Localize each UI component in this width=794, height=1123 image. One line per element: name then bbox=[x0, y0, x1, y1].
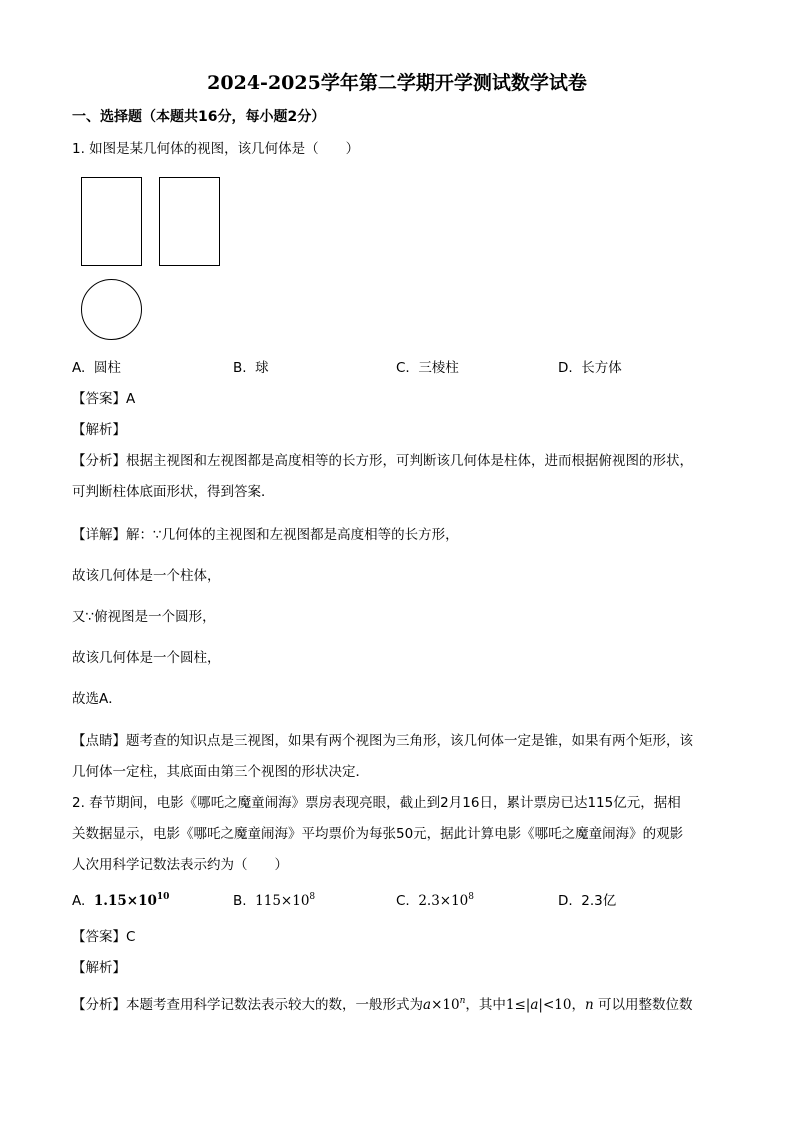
cond-abs: a bbox=[530, 997, 539, 1013]
option-letter: D. bbox=[558, 893, 573, 909]
fenxi-tag: 【分析】 bbox=[72, 453, 126, 469]
option-text: 2.3亿 bbox=[581, 893, 617, 909]
q1-xiangjie-line2: 故该几何体是一个柱体， bbox=[72, 568, 221, 584]
option-letter: C. bbox=[396, 360, 410, 376]
q1-xiangjie-line1 bbox=[72, 526, 459, 544]
q1-jiexi: 【解析】 bbox=[72, 422, 126, 438]
q2-stem-line1: 2. 春节期间，电影《哪吒之魔童闹海》票房表现亮眼，截止到2月16日，累计票房已达115亿元，据相 bbox=[72, 795, 681, 811]
q1-option-d bbox=[558, 359, 622, 377]
formula-times: ×10 bbox=[431, 997, 460, 1013]
q2-stem-line2: 关数据显示，电影《哪吒之魔童闹海》平均票价为每张50元，据此计算电影《哪吒之魔童闹海》的观影 bbox=[72, 826, 684, 842]
answer-value: A bbox=[126, 391, 136, 407]
q1-option-b bbox=[233, 359, 269, 377]
section-heading: 一、选择题（本题共16分，每小题2分） bbox=[72, 109, 326, 125]
q1-option-a bbox=[72, 359, 121, 377]
q1-dianjing-line2: 几何体一定柱，其底面由第三个视图的形状决定． bbox=[72, 764, 369, 780]
fenxi-mid: ，其中 bbox=[465, 997, 506, 1013]
option-letter: A. bbox=[72, 893, 86, 909]
option-text: 球 bbox=[255, 360, 269, 376]
answer-value: C bbox=[126, 929, 136, 945]
option-base: 2.3×10 bbox=[418, 893, 469, 909]
cond-right: <10 bbox=[542, 997, 572, 1013]
option-text: 三棱柱 bbox=[418, 360, 459, 376]
q2-option-a bbox=[72, 892, 169, 910]
fenxi-end-n: n bbox=[584, 997, 594, 1013]
q2-fenxi-line1: 【分析】本题考查用科学记数法表示较大的数，一般形式为$a\times 10^n$，其中1≤|a|<10，n 可以用整数位数 bbox=[72, 996, 693, 1013]
q2-jiexi: 【解析】 bbox=[72, 960, 126, 976]
answer-tag: 【答案】 bbox=[72, 929, 126, 945]
option-letter: A. bbox=[72, 360, 86, 376]
option-letter: C. bbox=[396, 893, 410, 909]
fenxi-tag: 【分析】 bbox=[72, 997, 126, 1013]
fenxi-text: 根据主视图和左视图都是高度相等的长方形，可判断该几何体是柱体，进而根据俯视图的形状， bbox=[126, 453, 693, 469]
option-letter: B. bbox=[233, 893, 247, 909]
q2-option-b bbox=[233, 892, 315, 910]
xiangjie-tag: 【详解】 bbox=[72, 527, 126, 543]
formula-a: a bbox=[423, 997, 432, 1013]
q2-stem-line3: 人次用科学记数法表示约为（ ） bbox=[72, 857, 288, 873]
q1-xiangjie-line3: 又∵俯视图是一个圆形， bbox=[72, 609, 216, 625]
option-text: 长方体 bbox=[581, 360, 622, 376]
formula-n: n bbox=[459, 996, 466, 1006]
fenxi-end: 可以用整数位数 bbox=[597, 997, 693, 1013]
xiangjie-text: 解：∵几何体的主视图和左视图都是高度相等的长方形， bbox=[126, 527, 459, 543]
page-title: 2024-2025学年第二学期开学测试数学试卷 bbox=[207, 72, 587, 94]
answer-tag: 【答案】 bbox=[72, 391, 126, 407]
q1-answer bbox=[72, 390, 135, 408]
fenxi-text: 本题考查用科学记数法表示较大的数，一般形式为 bbox=[126, 997, 423, 1013]
option-exponent: 10 bbox=[156, 892, 170, 902]
dianjing-text: 题考查的知识点是三视图，如果有两个视图为三角形，该几何体一定是锥，如果有两个矩形，该 bbox=[126, 733, 693, 749]
option-letter: B. bbox=[233, 360, 247, 376]
top-view-circle bbox=[81, 279, 142, 340]
q1-option-c bbox=[396, 359, 459, 377]
q2-option-c bbox=[396, 892, 474, 910]
option-letter: D. bbox=[558, 360, 573, 376]
option-base: 115×10 bbox=[255, 893, 310, 909]
q1-stem: 1. 如图是某几何体的视图，该几何体是（ ） bbox=[72, 141, 360, 157]
front-view-rectangle bbox=[81, 177, 142, 266]
q1-fenxi-line2: 可判断柱体底面形状，得到答案． bbox=[72, 484, 275, 500]
q2-answer bbox=[72, 928, 135, 946]
option-exponent: 8 bbox=[468, 892, 475, 902]
q1-xiangjie-line5: 故选A． bbox=[72, 691, 122, 707]
side-view-rectangle bbox=[159, 177, 220, 266]
dianjing-tag: 【点睛】 bbox=[72, 733, 126, 749]
option-base: 1.15×10 bbox=[93, 893, 157, 909]
q1-xiangjie-line4: 故该几何体是一个圆柱， bbox=[72, 650, 221, 666]
q1-dianjing-line1 bbox=[72, 732, 693, 750]
option-exponent: 8 bbox=[309, 892, 316, 902]
cond-left: 1≤ bbox=[505, 997, 526, 1013]
q2-option-d bbox=[558, 892, 616, 910]
q1-fenxi-line1 bbox=[72, 452, 693, 470]
option-text: 圆柱 bbox=[93, 360, 121, 376]
